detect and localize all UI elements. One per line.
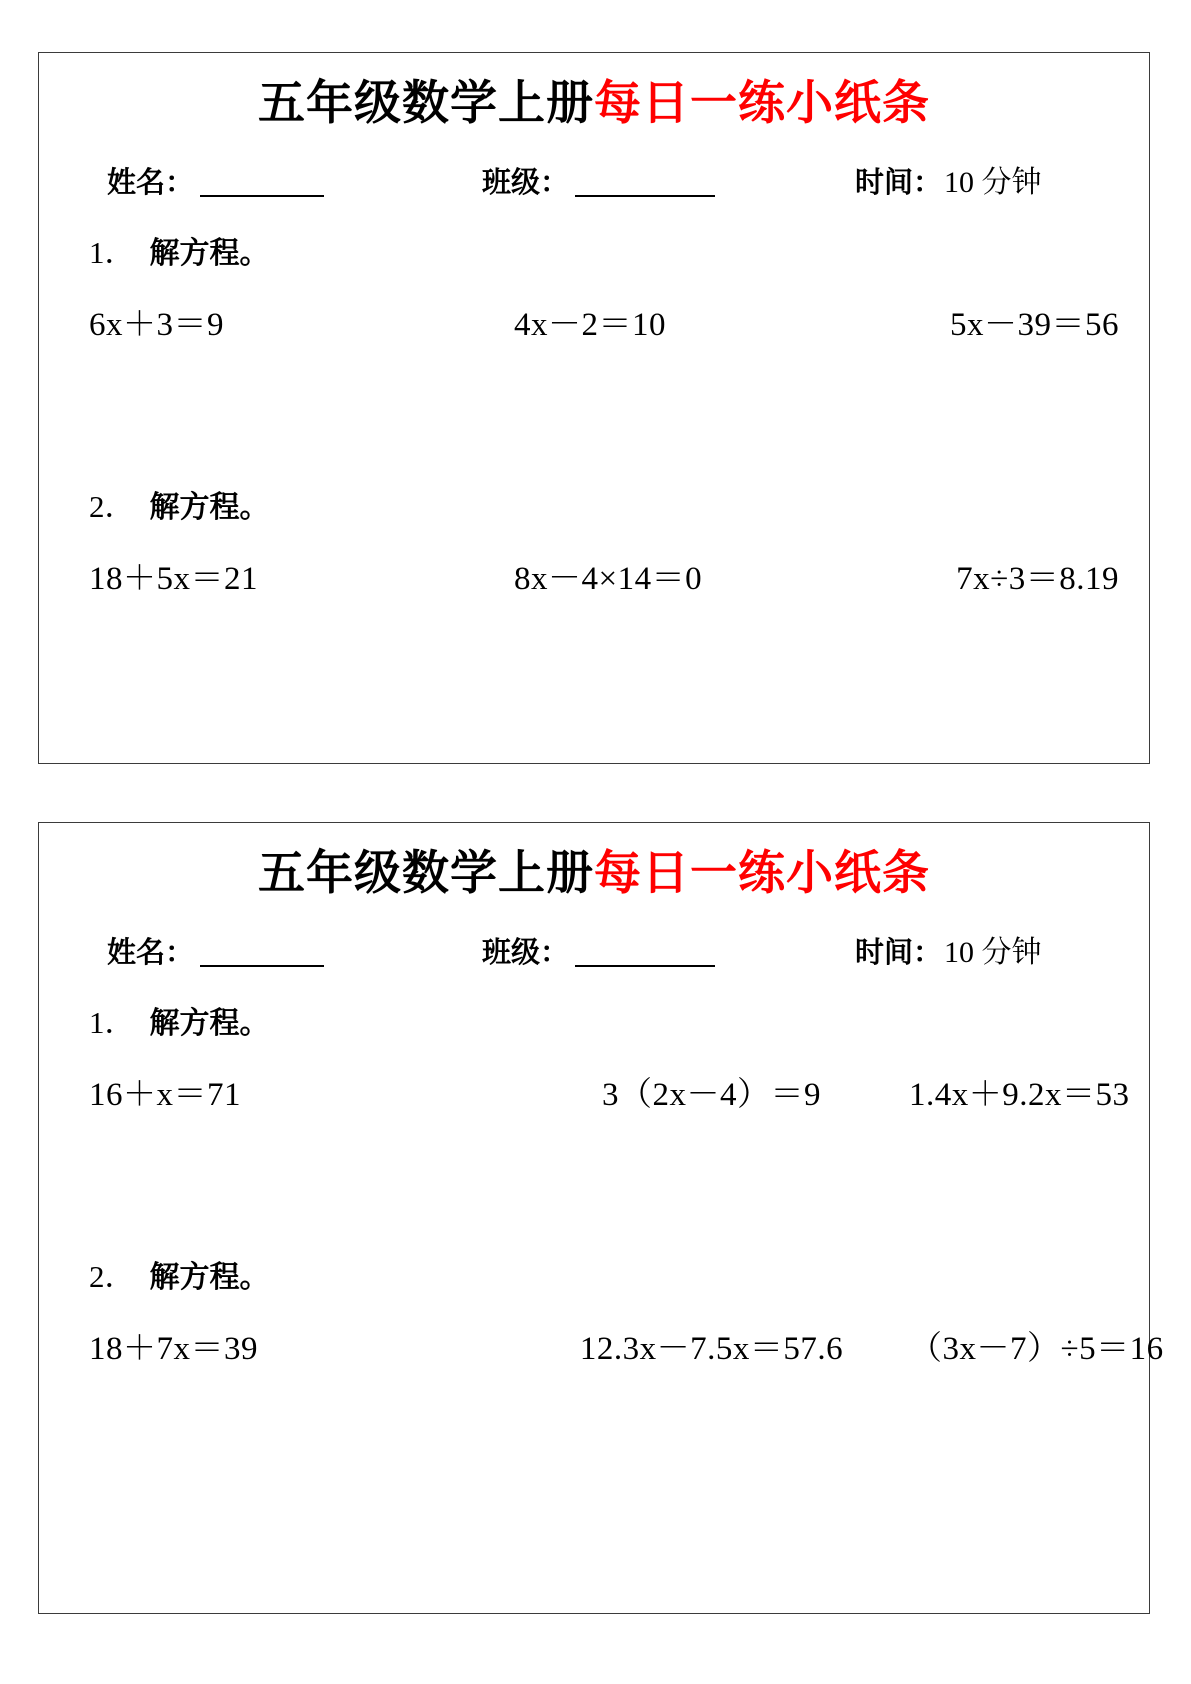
class-field[interactable] bbox=[482, 930, 715, 971]
answer-workspace[interactable] bbox=[89, 1115, 1131, 1225]
equation-item: 12.3x－7.5x＝57.6 bbox=[579, 1331, 844, 1368]
class-field[interactable] bbox=[482, 160, 715, 201]
title-subject-text: 五年级数学上册 bbox=[258, 76, 594, 131]
title-highlight-text: 每日一练小纸条 bbox=[594, 76, 930, 131]
equation-item: 7x÷3＝8.19 bbox=[956, 561, 1119, 598]
worksheet-title bbox=[39, 847, 1149, 901]
exercise-number: 2． bbox=[89, 1259, 136, 1295]
equation-row bbox=[89, 1322, 1164, 1369]
exercise-number: 2． bbox=[89, 489, 136, 525]
answer-workspace[interactable] bbox=[89, 599, 1131, 747]
class-label: 班级： bbox=[482, 165, 570, 200]
student-info-row bbox=[39, 927, 1149, 971]
student-info-row bbox=[39, 157, 1149, 201]
class-blank-line[interactable] bbox=[575, 195, 715, 197]
equation-item: 18＋5x＝21 bbox=[89, 561, 258, 598]
equation-item: 16＋x＝71 bbox=[89, 1077, 241, 1114]
time-field bbox=[855, 157, 1042, 201]
time-field bbox=[855, 927, 1042, 971]
exercise-block bbox=[39, 227, 1149, 455]
exercise-block bbox=[39, 1251, 1164, 1517]
answer-workspace[interactable] bbox=[89, 345, 1131, 455]
equation-item: 1.4x＋9.2x＝53 bbox=[909, 1077, 1130, 1114]
title-subject-text: 五年级数学上册 bbox=[258, 846, 594, 901]
equation-item: 6x＋3＝9 bbox=[89, 307, 224, 344]
equation-item: （3x－7）÷5＝16 bbox=[909, 1331, 1164, 1368]
title-highlight-text: 每日一练小纸条 bbox=[594, 846, 930, 901]
name-blank-line[interactable] bbox=[200, 965, 324, 967]
worksheet-card bbox=[38, 52, 1150, 764]
worksheet-title bbox=[39, 77, 1149, 131]
time-label: 时间： bbox=[855, 935, 943, 970]
exercise-number: 1． bbox=[89, 235, 136, 271]
time-value: 10 分钟 bbox=[944, 936, 1042, 970]
equation-item: 18＋7x＝39 bbox=[89, 1331, 258, 1368]
name-field[interactable] bbox=[107, 930, 324, 971]
name-blank-line[interactable] bbox=[200, 195, 324, 197]
name-field[interactable] bbox=[107, 160, 324, 201]
equation-row bbox=[89, 298, 1131, 345]
time-label: 时间： bbox=[855, 165, 943, 200]
equation-row bbox=[89, 552, 1131, 599]
exercise-block bbox=[39, 997, 1149, 1225]
worksheet-card bbox=[38, 822, 1164, 1614]
exercise-block bbox=[39, 481, 1149, 747]
name-label: 姓名： bbox=[107, 165, 195, 200]
equation-item: 4x－2＝10 bbox=[514, 307, 666, 344]
class-blank-line[interactable] bbox=[575, 965, 715, 967]
exercise-title: 解方程。 bbox=[149, 490, 270, 526]
exercise-heading bbox=[89, 227, 1131, 272]
name-label: 姓名： bbox=[107, 935, 195, 970]
exercise-heading bbox=[89, 997, 1131, 1042]
exercise-heading bbox=[89, 1251, 1131, 1296]
class-label: 班级： bbox=[482, 935, 570, 970]
exercise-number: 1． bbox=[89, 1005, 136, 1041]
answer-workspace[interactable] bbox=[89, 1369, 1131, 1517]
equation-row bbox=[89, 1068, 1131, 1115]
exercise-title: 解方程。 bbox=[149, 1006, 270, 1042]
exercise-heading bbox=[89, 481, 1131, 526]
equation-item: 3（2x－4）＝9 bbox=[602, 1077, 821, 1114]
time-value: 10 分钟 bbox=[944, 166, 1042, 200]
exercise-title: 解方程。 bbox=[149, 236, 270, 272]
exercise-title: 解方程。 bbox=[149, 1260, 270, 1296]
equation-item: 8x－4×14＝0 bbox=[514, 561, 703, 598]
equation-item: 5x－39＝56 bbox=[950, 307, 1119, 344]
